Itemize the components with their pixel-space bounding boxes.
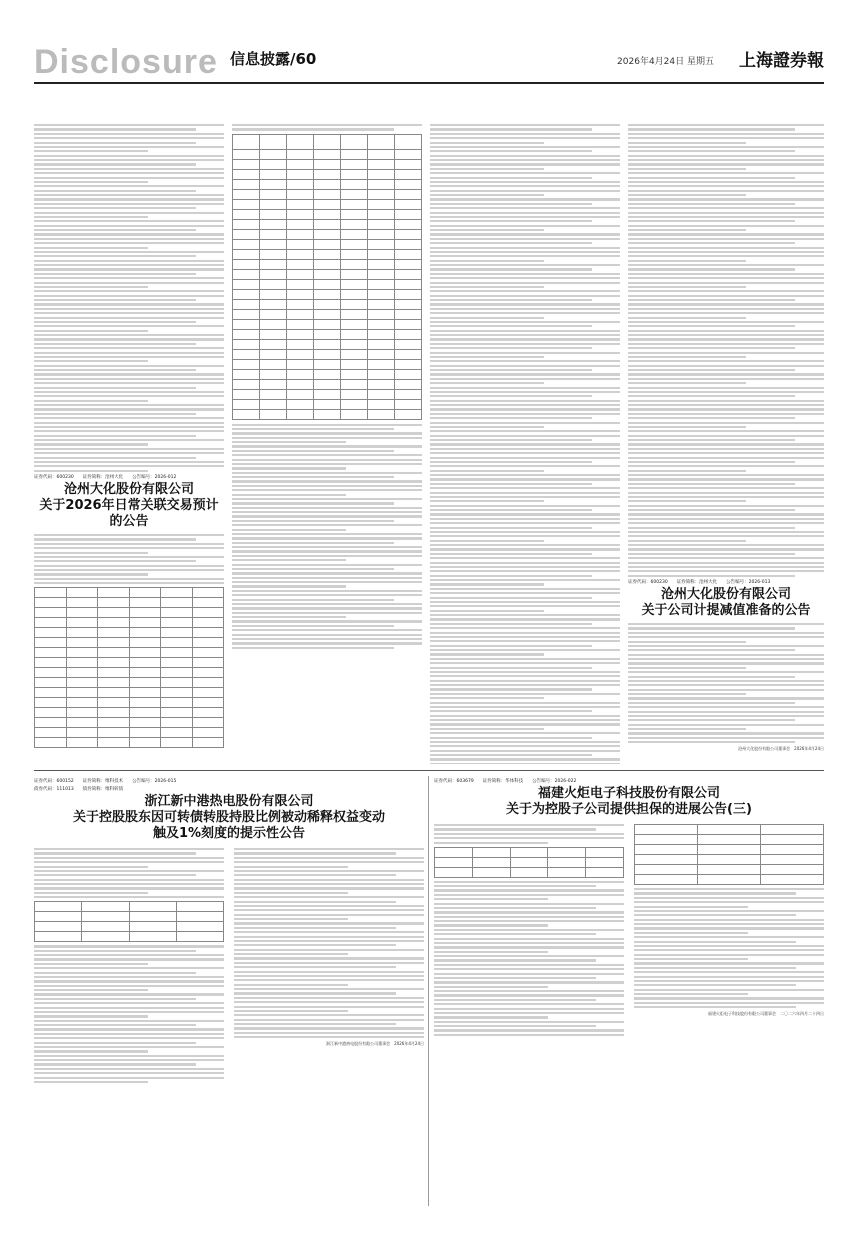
paper-name: 上海證券報 [739, 51, 824, 71]
announcement-title: 关于为控股子公司提供担保的进展公告(三) [506, 802, 752, 817]
body-text-block [628, 124, 824, 577]
section-divider [34, 770, 824, 771]
announcement-title-line2: 触及1%刻度的提示性公告 [152, 826, 306, 841]
guarantee-table [434, 847, 624, 878]
signature: 沧州大化股份有限公司董事会 2026年4月24日 [738, 746, 824, 752]
body-text-right [234, 848, 424, 1085]
announcement-body [34, 534, 224, 584]
company-name: 沧州大化股份有限公司 [660, 587, 791, 602]
body-text-left [34, 848, 224, 1085]
brand-logo: Disclosure [34, 43, 218, 81]
company-name: 沧州大化股份有限公司 [63, 482, 194, 497]
issue-date: 2026年4月24日 星期五 [617, 57, 714, 67]
bond-code-line: 债券代码：111013 债券简称：维科转债 [34, 787, 124, 792]
company-name: 浙江新中港热电股份有限公司 [144, 794, 314, 809]
masthead [34, 42, 824, 80]
column-text-3 [430, 124, 620, 764]
body-text-block [430, 124, 620, 764]
signature: 浙江新中港热电股份有限公司董事会 2026年4月24日 [326, 1041, 424, 1047]
body-text-right [634, 824, 824, 1038]
announcement-title: 关于2026年日常关联交易预计的公告 [39, 498, 219, 529]
announcement-title-line1: 关于控股股东因可转债转股持股比例被动稀释权益变动 [72, 810, 385, 825]
announcement-body [628, 623, 824, 743]
related-transaction-table [34, 587, 224, 748]
column-table [232, 124, 422, 764]
stock-code-line: 证券代码：603679 证券简称：华体科技 公告编号：2026-022 [434, 779, 577, 784]
section-title: 信息披露/60 [230, 50, 317, 68]
stock-code-line: 证券代码：600230 证券简称：沧州大化 公告编号：2026-013 [628, 580, 771, 585]
body-text-left [434, 824, 624, 1038]
column-right-top [628, 124, 824, 764]
column-left-top [34, 124, 224, 764]
related-party-table [232, 134, 422, 420]
announcement-fujian [434, 776, 824, 1206]
stock-code-line: 证券代码：600230 证券简称：沧州大化 公告编号：2026-012 [34, 475, 177, 480]
stock-code-line: 证券代码：600152 证券简称：维科技术 公告编号：2026-015 [34, 779, 177, 784]
column-divider [428, 776, 429, 1206]
announcement-title: 关于公司计提减值准备的公告 [641, 603, 811, 618]
body-text-block [34, 124, 224, 472]
header-rule [34, 82, 824, 84]
announcement-zheneng [34, 776, 424, 1206]
company-name: 福建火炬电子科技股份有限公司 [537, 786, 720, 801]
shareholding-table [34, 901, 224, 942]
financial-table [634, 824, 824, 885]
body-text-block [232, 424, 422, 649]
signature: 福建火炬电子科技股份有限公司董事会 二〇二六年四月二十四日 [708, 1011, 824, 1017]
